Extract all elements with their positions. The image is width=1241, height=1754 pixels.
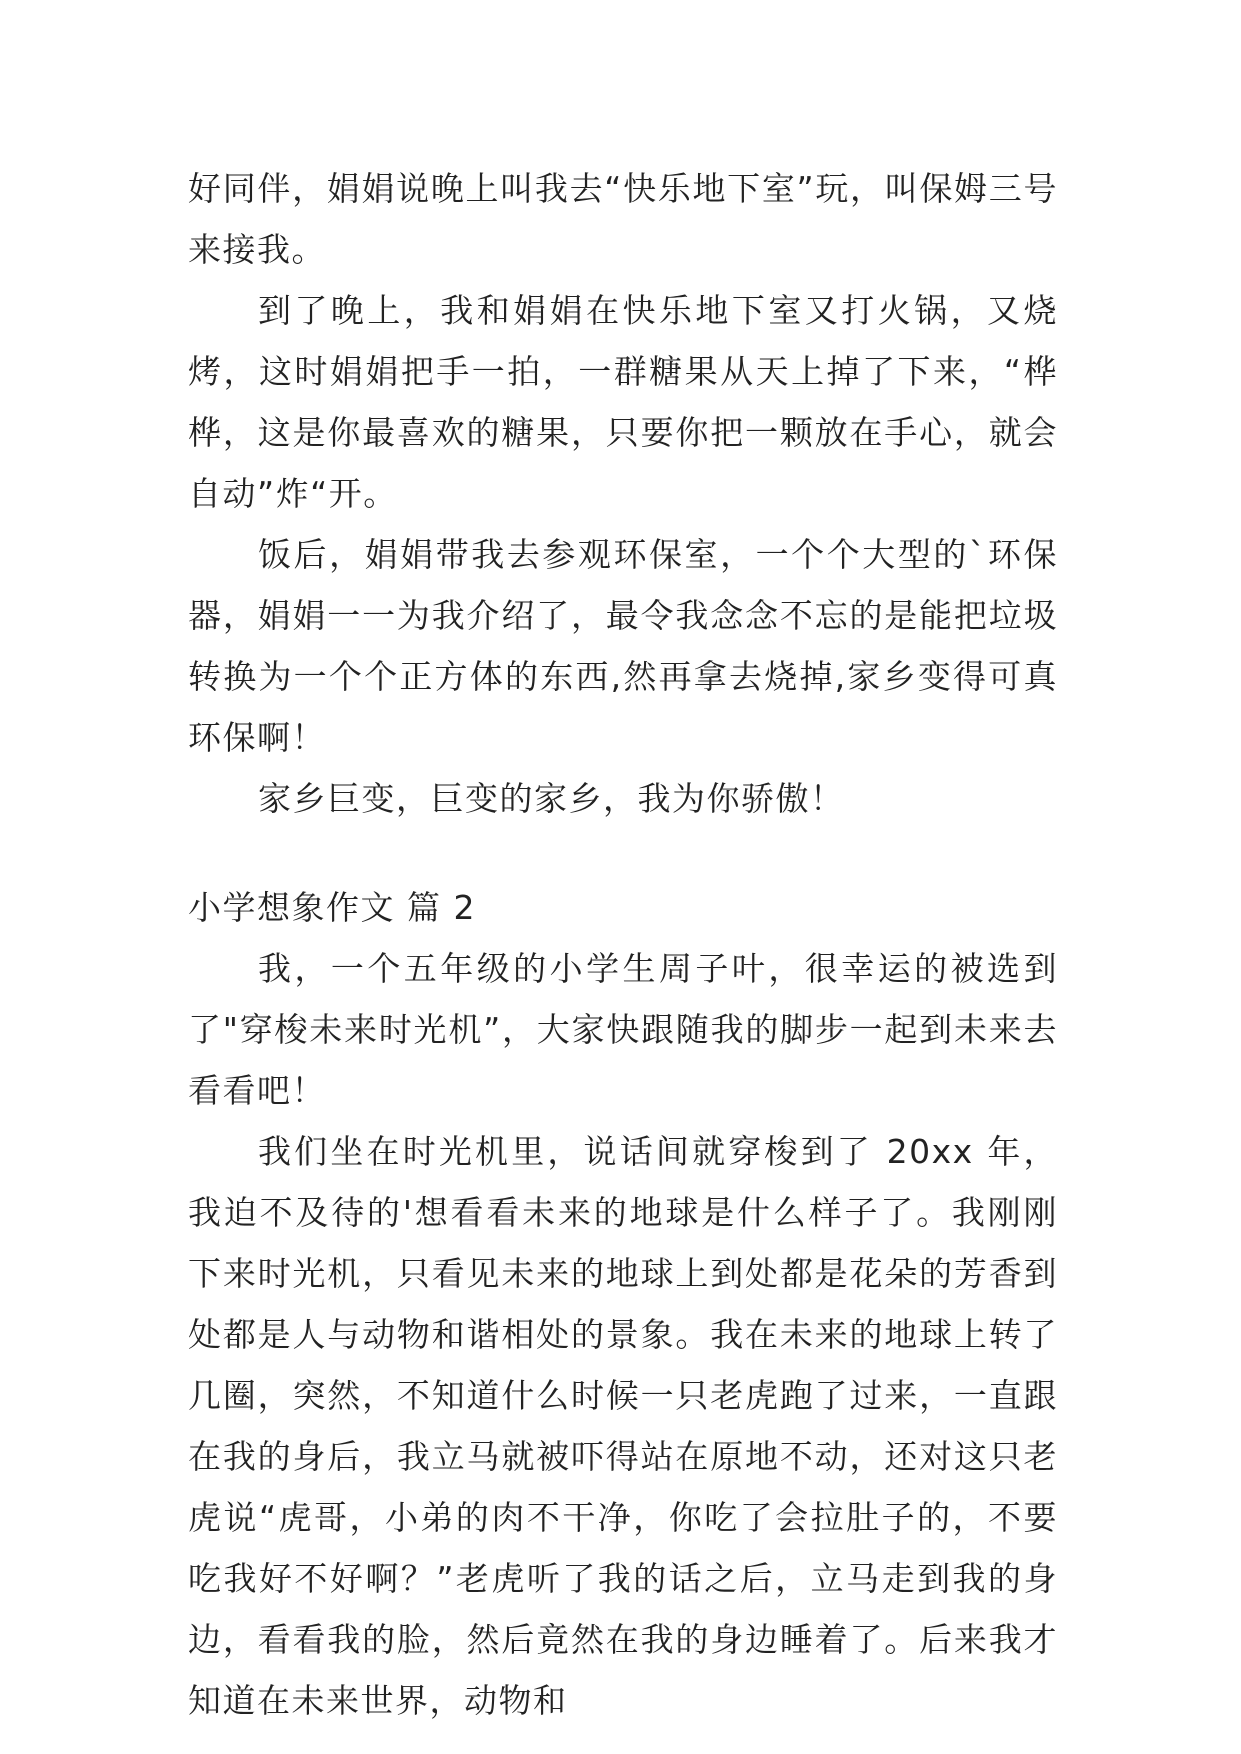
paragraph-time-machine: 我们坐在时光机里，说话间就穿梭到了 20xx 年，我迫不及待的'想看看未来的地球是什么样子了。我刚刚下来时光机，只看见未来的地球上到处都是花朵的芳香到处都是人与动物和谐相处的景象。我在未来的地球上转了几圈，突然，不知道什么时候一只老虎跑了过来，一直跟在我的身后，我立马就被吓得站在原地不动，还对这只老虎说“虎哥，小弟的肉不干净，你吃了会拉肚子的，不要吃我好不好啊？”老虎听了我的话之后，立马走到我的身边，看看我的脸，然后竟然在我的身边睡着了。后来我才知道在未来世界，动物和 [188, 1132, 1058, 1720]
document-body [188, 158, 1058, 1731]
paragraph-continuation: 好同伴，娟娟说晚上叫我去“快乐地下室”玩，叫保姆三号来接我。 [188, 169, 1058, 269]
paragraph-dinner: 到了晚上，我和娟娟在快乐地下室又打火锅，又烧烤，这时娟娟把手一拍，一群糖果从天上掉了下来，“桦桦，这是你最喜欢的糖果，只要你把一颗放在手心，就会自动”炸“开。 [188, 291, 1058, 513]
paragraph-conclusion: 家乡巨变，巨变的家乡，我为你骄傲！ [258, 779, 845, 818]
paragraph-environment-room: 饭后，娟娟带我去参观环保室，一个个大型的`环保器，娟娟一一为我介绍了，最令我念念不忘的是能把垃圾转换为一个个正方体的东西,然再拿去烧掉,家乡变得可真环保啊！ [188, 535, 1058, 757]
paragraph-intro: 我，一个五年级的小学生周子叶，很幸运的被选到了"穿梭未来时光机”，大家快跟随我的脚步一起到未来去看看吧！ [188, 949, 1058, 1110]
section-title: 小学想象作文 篇 2 [188, 888, 476, 927]
